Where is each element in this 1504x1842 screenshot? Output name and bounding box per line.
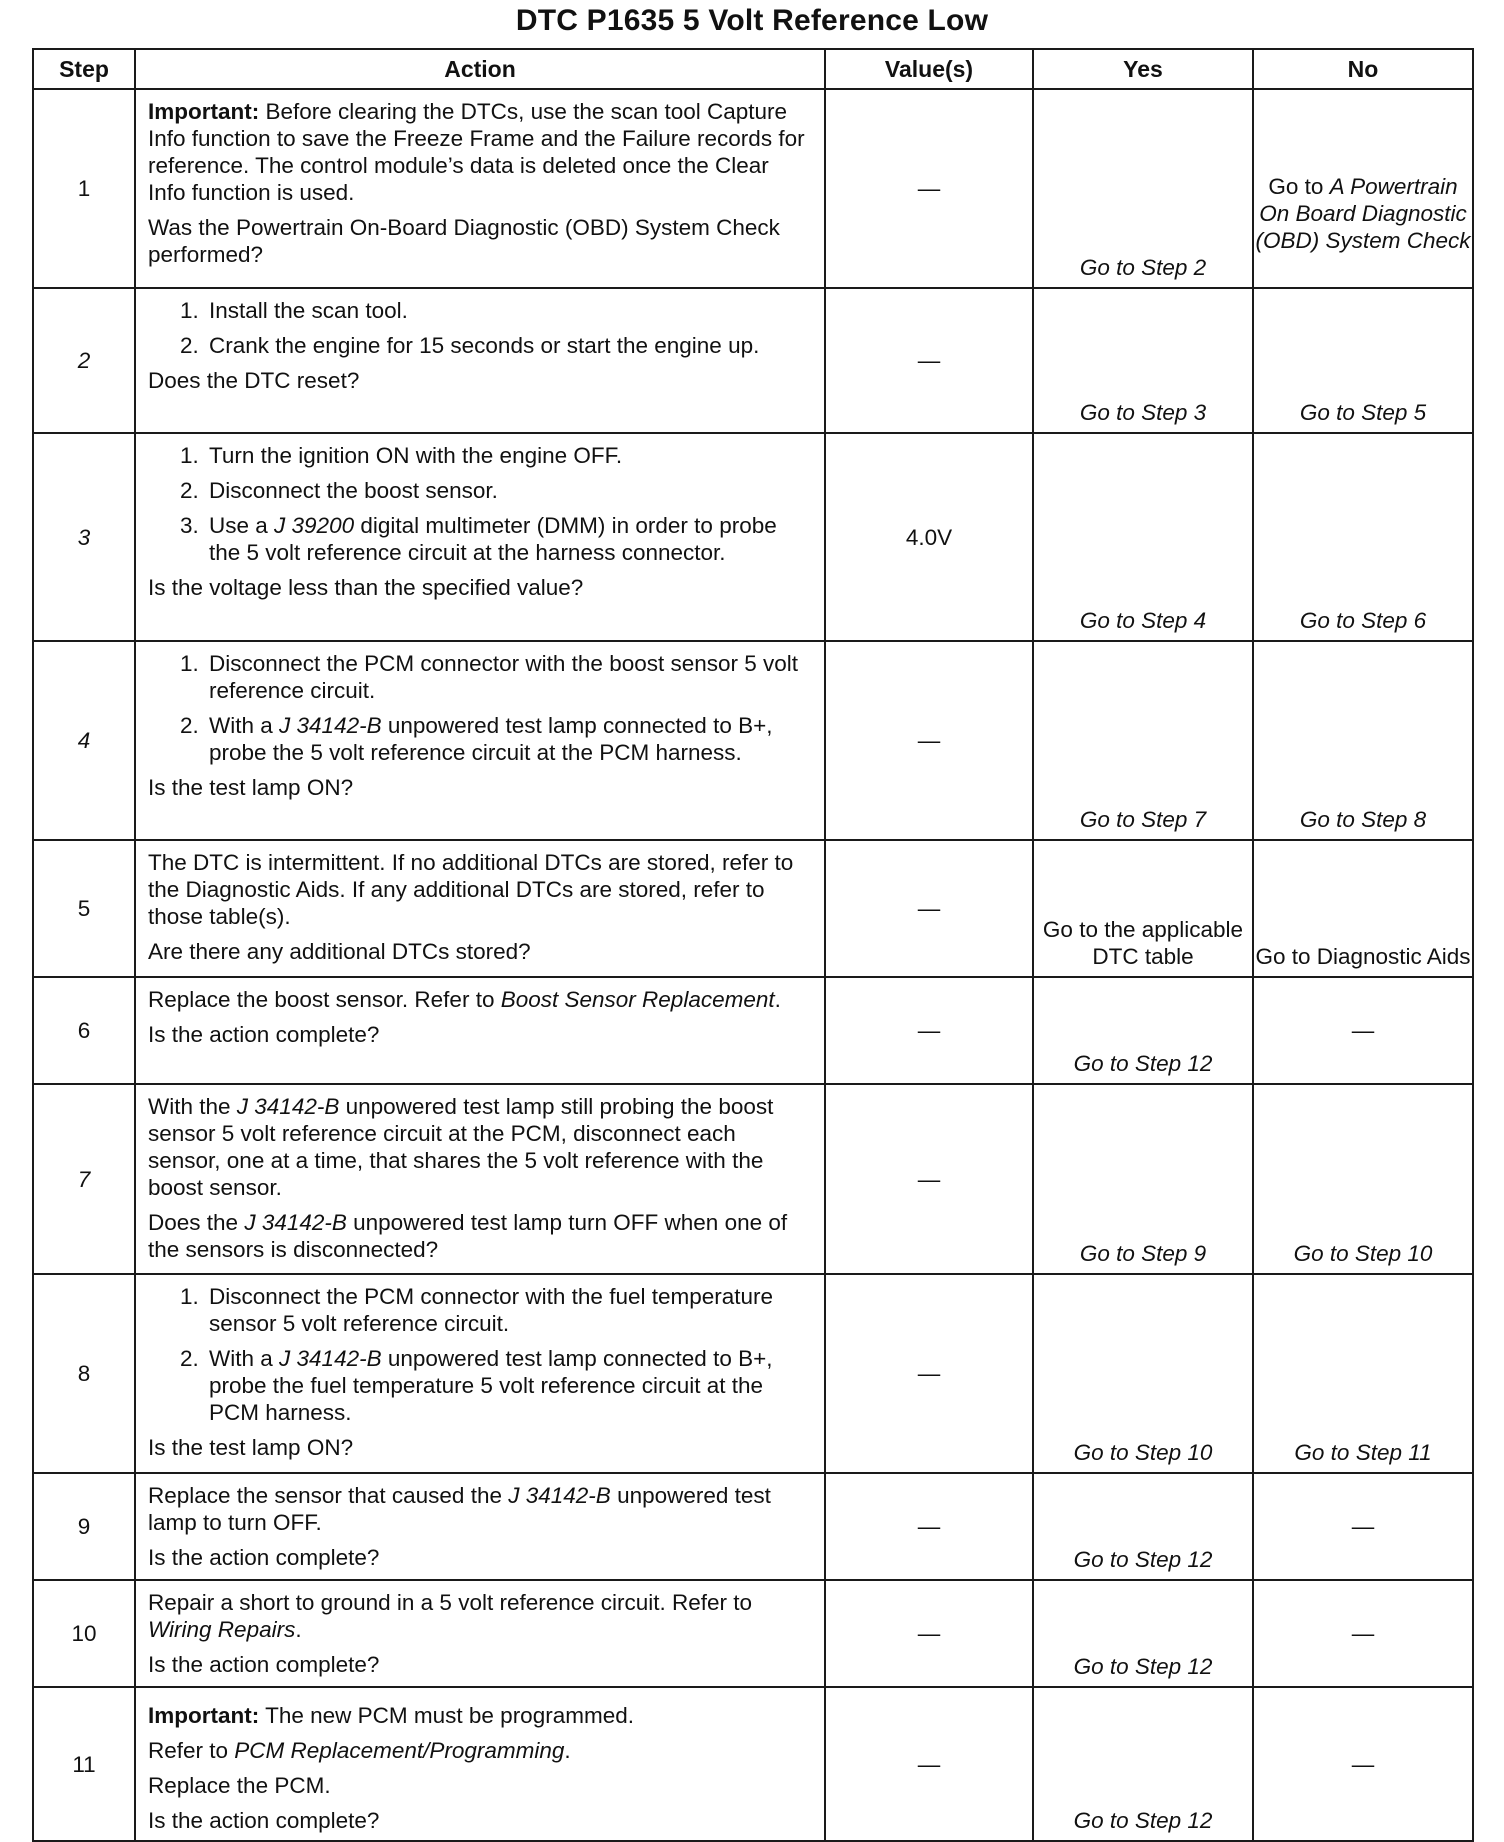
header-step: Step — [33, 49, 135, 89]
list-item: 2. Disconnect the boost sensor. — [205, 477, 812, 504]
diagnostic-table — [32, 48, 1474, 1842]
no-cell: Go to Diagnostic Aids — [1253, 840, 1473, 977]
text-run: unpowered test lamp connected to B+, probe the fuel temperature 5 volt reference circuit at the PCM harness. — [209, 1346, 773, 1425]
action-cell — [135, 288, 825, 433]
table-row — [33, 977, 1473, 1084]
no-cell — [1253, 89, 1473, 288]
yes-cell: Go to Step 9 — [1033, 1084, 1253, 1274]
step-number: 6 — [33, 977, 135, 1084]
action-cell — [135, 641, 825, 840]
list-item — [205, 712, 812, 766]
important-label: Important: — [148, 1703, 260, 1728]
yes-cell: Go to Step 12 — [1033, 1473, 1253, 1580]
table-row — [33, 1274, 1473, 1473]
value-cell: — — [825, 977, 1033, 1084]
value-cell: — — [825, 1473, 1033, 1580]
action-cell — [135, 1084, 825, 1274]
no-cell: Go to Step 5 — [1253, 288, 1473, 433]
no-cell: — — [1253, 977, 1473, 1084]
text-run: . — [295, 1617, 302, 1642]
tool-name: J 34142-B — [279, 1346, 382, 1371]
step-number: 3 — [33, 433, 135, 641]
important-text: Before clearing the DTCs, use the scan tool Capture Info function to save the Freeze Frame and the Failure records for reference. The control module’s data is deleted once the Clear Info function is used. — [148, 99, 805, 205]
yes-cell: Go to Step 2 — [1033, 89, 1253, 288]
value-cell: — — [825, 1274, 1033, 1473]
no-link: A Powertrain On Board Diagnostic (OBD) System Check — [1255, 174, 1471, 253]
action-cell — [135, 1580, 825, 1687]
tool-name: J 34142-B — [236, 1094, 340, 1119]
question: Is the action complete? — [148, 1652, 380, 1677]
table-row — [33, 1473, 1473, 1580]
yes-cell: Go to Step 7 — [1033, 641, 1253, 840]
text-run: Refer to — [148, 1738, 235, 1763]
description: The DTC is intermittent. If no additional DTCs are stored, refer to the Diagnostic Aids. If any additional DTCs are stored, refer to those table(s). — [148, 850, 794, 929]
description — [148, 986, 812, 1013]
no-prefix: Go to — [1268, 174, 1330, 199]
table-row — [33, 641, 1473, 840]
procedure-list — [148, 297, 812, 359]
yes-cell: Go to the applicable DTC table — [1033, 840, 1253, 977]
action-cell — [135, 977, 825, 1084]
text-run: digital multimeter (DMM) in order to probe the 5 volt reference circuit at the harness connector. — [209, 513, 777, 565]
procedure-list — [148, 442, 812, 566]
value-cell: — — [825, 1084, 1033, 1274]
step-number: 1 — [33, 89, 135, 288]
action-cell — [135, 1473, 825, 1580]
table-row — [33, 840, 1473, 977]
no-cell: Go to Step 6 — [1253, 433, 1473, 641]
table-row — [33, 288, 1473, 433]
text-run: With a — [209, 713, 280, 738]
no-cell: — — [1253, 1687, 1473, 1841]
no-cell: Go to Step 10 — [1253, 1084, 1473, 1274]
description — [148, 1482, 812, 1536]
text-run: unpowered test lamp connected to B+, probe the 5 volt reference circuit at the PCM harness. — [209, 713, 773, 765]
text-run: Does the — [148, 1210, 245, 1235]
table-row — [33, 1084, 1473, 1274]
action-cell — [135, 89, 825, 288]
step-number: 9 — [33, 1473, 135, 1580]
important-note — [148, 1702, 812, 1729]
text-run: unpowered test lamp still probing the boost sensor 5 volt reference circuit at the PCM, disconnect each sensor, one at a time, that shares the 5 volt reference with the boost sensor. — [148, 1094, 774, 1200]
question: Is the test lamp ON? — [148, 1435, 354, 1460]
value-cell: — — [825, 89, 1033, 288]
instruction: Replace the PCM. — [148, 1773, 331, 1798]
list-item: 1. Install the scan tool. — [205, 297, 812, 324]
list-item: 2. Crank the engine for 15 seconds or start the engine up. — [205, 332, 812, 359]
question: Is the action complete? — [148, 1808, 380, 1833]
header-values: Value(s) — [825, 49, 1033, 89]
yes-cell: Go to Step 12 — [1033, 977, 1253, 1084]
step-number: 5 — [33, 840, 135, 977]
text-run: Replace the sensor that caused the — [148, 1483, 509, 1508]
description — [148, 1589, 812, 1643]
value-cell: 4.0V — [825, 433, 1033, 641]
action-cell — [135, 433, 825, 641]
text-run: . — [564, 1738, 571, 1763]
yes-cell: Go to Step 12 — [1033, 1687, 1253, 1841]
question: Was the Powertrain On-Board Diagnostic (OBD) System Check performed? — [148, 215, 780, 267]
text-run: With the — [148, 1094, 237, 1119]
step-number: 11 — [33, 1687, 135, 1841]
reference-link: Wiring Repairs — [148, 1617, 296, 1642]
list-item — [205, 1345, 812, 1426]
yes-cell: Go to Step 10 — [1033, 1274, 1253, 1473]
text-run: unpowered test lamp to turn OFF. — [148, 1483, 771, 1535]
text-run: Replace the boost sensor. Refer to — [148, 987, 501, 1012]
no-cell: Go to Step 11 — [1253, 1274, 1473, 1473]
action-cell — [135, 840, 825, 977]
reference-line — [148, 1737, 812, 1764]
question: Is the action complete? — [148, 1022, 380, 1047]
list-item — [205, 512, 812, 566]
table-row — [33, 433, 1473, 641]
question: Does the DTC reset? — [148, 368, 360, 393]
tool-name: J 34142-B — [279, 713, 382, 738]
header-no: No — [1253, 49, 1473, 89]
text-run: With a — [209, 1346, 280, 1371]
action-cell — [135, 1274, 825, 1473]
text-run: . — [774, 987, 781, 1012]
important-label: Important: — [148, 99, 260, 124]
tool-name: J 34142-B — [508, 1483, 611, 1508]
step-number: 7 — [33, 1084, 135, 1274]
no-cell: Go to Step 8 — [1253, 641, 1473, 840]
table-row — [33, 1687, 1473, 1841]
procedure-list — [148, 1283, 812, 1426]
procedure-list — [148, 650, 812, 766]
question — [148, 1209, 812, 1263]
tool-name: J 39200 — [274, 513, 355, 538]
list-item: 1. Turn the ignition ON with the engine OFF. — [205, 442, 812, 469]
question: Is the voltage less than the specified value? — [148, 575, 584, 600]
no-cell: — — [1253, 1473, 1473, 1580]
value-cell: — — [825, 1580, 1033, 1687]
text-run: unpowered test lamp turn OFF when one of the sensors is disconnected? — [148, 1210, 788, 1262]
header-action: Action — [135, 49, 825, 89]
reference-link: PCM Replacement/Programming — [234, 1738, 565, 1763]
step-number: 8 — [33, 1274, 135, 1473]
reference-link: Boost Sensor Replacement — [500, 987, 775, 1012]
yes-cell: Go to Step 3 — [1033, 288, 1253, 433]
value-cell: — — [825, 288, 1033, 433]
header-yes: Yes — [1033, 49, 1253, 89]
action-cell — [135, 1687, 825, 1841]
question: Are there any additional DTCs stored? — [148, 939, 531, 964]
important-text: The new PCM must be programmed. — [259, 1703, 634, 1728]
text-run: Repair a short to ground in a 5 volt reference circuit. Refer to — [148, 1590, 753, 1615]
tool-name: J 34142-B — [244, 1210, 347, 1235]
yes-cell: Go to Step 12 — [1033, 1580, 1253, 1687]
yes-cell: Go to Step 4 — [1033, 433, 1253, 641]
table-row — [33, 1580, 1473, 1687]
step-number: 2 — [33, 288, 135, 433]
value-cell: — — [825, 641, 1033, 840]
step-number: 4 — [33, 641, 135, 840]
value-cell: — — [825, 840, 1033, 977]
no-cell: — — [1253, 1580, 1473, 1687]
table-header-row — [33, 49, 1473, 89]
table-row — [33, 89, 1473, 288]
question: Is the test lamp ON? — [148, 775, 354, 800]
list-item: 1. Disconnect the PCM connector with the boost sensor 5 volt reference circuit. — [205, 650, 812, 704]
important-note — [148, 98, 812, 206]
description — [148, 1093, 812, 1201]
question: Is the action complete? — [148, 1545, 380, 1570]
step-number: 10 — [33, 1580, 135, 1687]
value-cell: — — [825, 1687, 1033, 1841]
page-title: DTC P1635 5 Volt Reference Low — [515, 4, 989, 37]
text-run: Use a — [209, 513, 275, 538]
list-item: 1. Disconnect the PCM connector with the fuel temperature sensor 5 volt reference circuit. — [205, 1283, 812, 1337]
